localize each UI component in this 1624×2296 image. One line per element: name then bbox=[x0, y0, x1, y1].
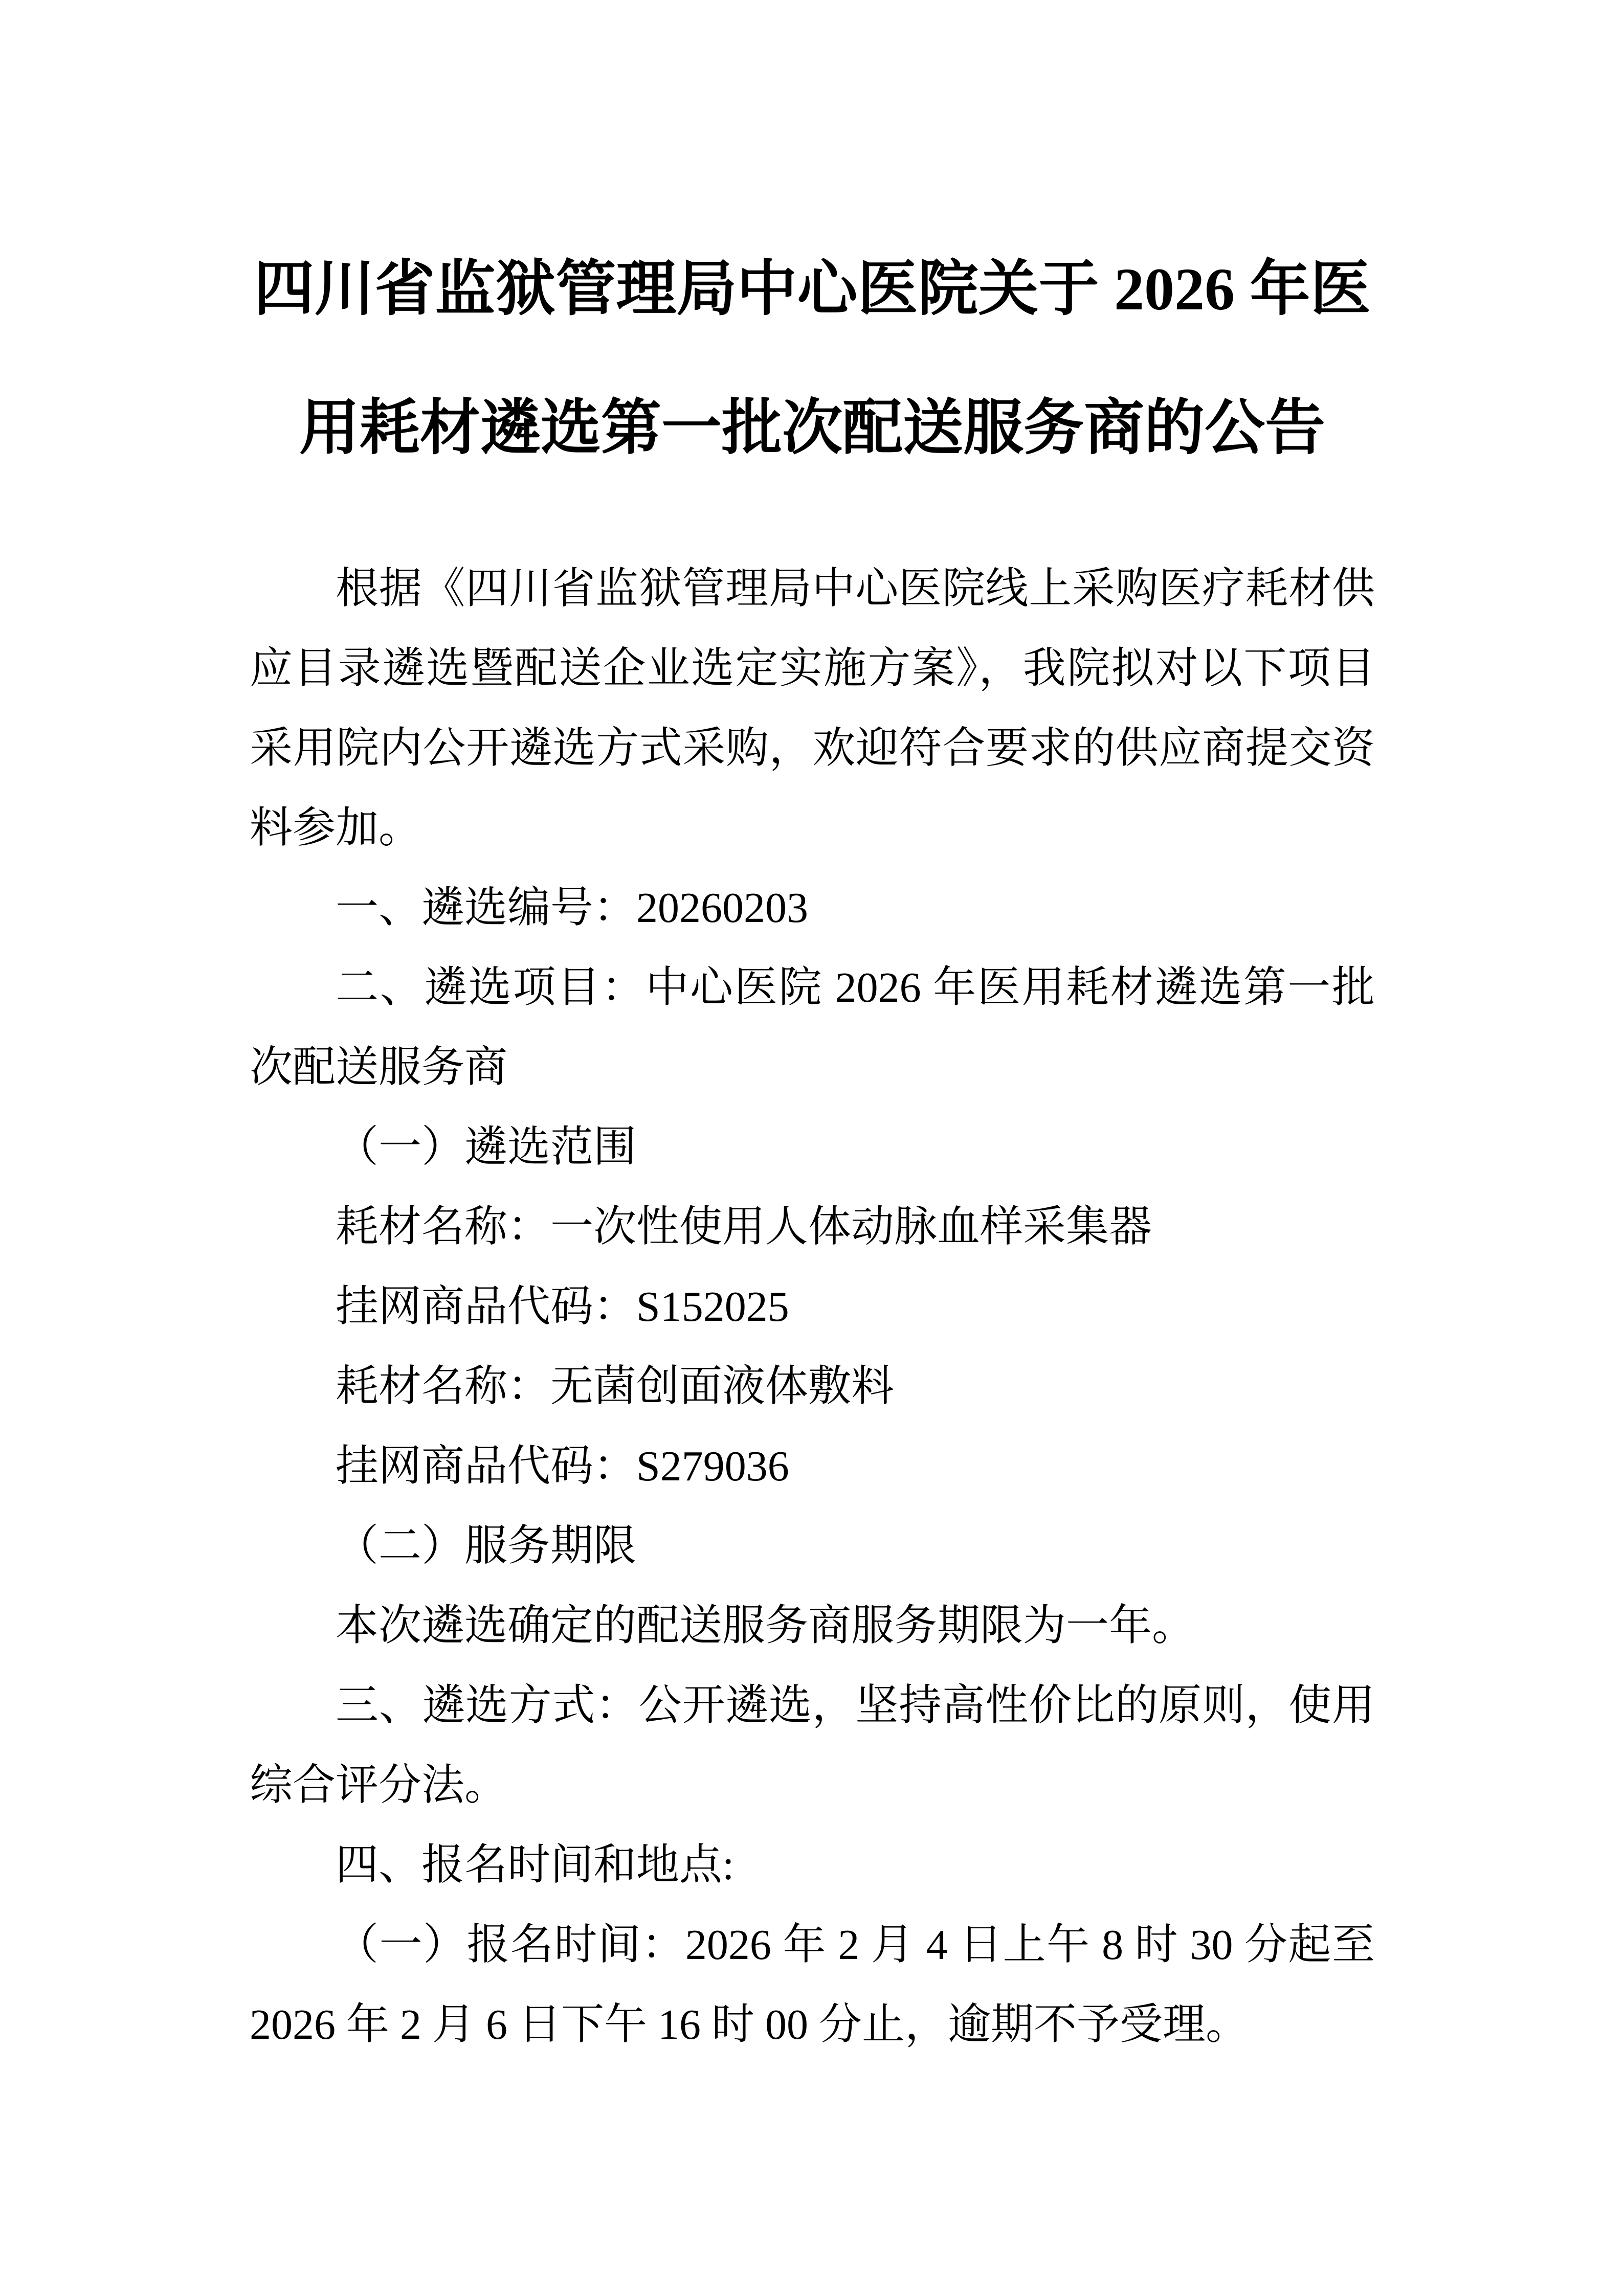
body-line-section-scope: （一）遴选范围 bbox=[336, 1123, 637, 1171]
document-body bbox=[250, 549, 1375, 2065]
body-line-section-service-term: （二）服务期限 bbox=[336, 1522, 637, 1570]
body-line: 根据《四川省监狱管理局中心医院线上采购医疗耗材供 bbox=[336, 565, 1375, 613]
body-line-consumable-name-2: 耗材名称：无菌创面液体敷料 bbox=[336, 1363, 895, 1410]
body-line-selection-project: 二、遴选项目：中心医院 2026 年医用耗材遴选第一批 bbox=[336, 964, 1375, 1011]
body-line-registration-time: （一）报名时间：2026 年 2 月 4 日上午 8 时 30 分起至 bbox=[336, 1921, 1375, 1969]
body-line: 采用院内公开遴选方式采购，欢迎符合要求的供应商提交资 bbox=[250, 725, 1375, 772]
body-line-product-code-2: 挂网商品代码：S279036 bbox=[336, 1443, 789, 1490]
body-line: 应目录遴选暨配送企业选定实施方案》，我院拟对以下项目 bbox=[250, 645, 1375, 692]
body-line: 料参加。 bbox=[250, 804, 422, 852]
body-line: 综合评分法。 bbox=[250, 1762, 508, 1809]
body-line-registration-heading: 四、报名时间和地点: bbox=[336, 1841, 735, 1889]
body-line-product-code-1: 挂网商品代码：S152025 bbox=[336, 1283, 789, 1331]
body-line: 2026 年 2 月 6 日下午 16 时 00 分止，逾期不予受理。 bbox=[250, 2001, 1249, 2049]
document-title-line-1: 四川省监狱管理局中心医院关于 2026 年医 bbox=[254, 256, 1371, 323]
body-line-selection-number: 一、遴选编号：20260203 bbox=[336, 884, 809, 932]
body-line: 本次遴选确定的配送服务商服务期限为一年。 bbox=[336, 1602, 1195, 1650]
document-content bbox=[250, 220, 1375, 2065]
body-line: 次配送服务商 bbox=[250, 1044, 508, 1091]
document-title-line-2: 用耗材遴选第一批次配送服务商的公告 bbox=[299, 395, 1325, 462]
document-title bbox=[250, 220, 1375, 498]
body-line-selection-method: 三、遴选方式：公开遴选，坚持高性价比的原则，使用 bbox=[336, 1682, 1375, 1729]
body-line-consumable-name-1: 耗材名称：一次性使用人体动脉血样采集器 bbox=[336, 1203, 1152, 1251]
